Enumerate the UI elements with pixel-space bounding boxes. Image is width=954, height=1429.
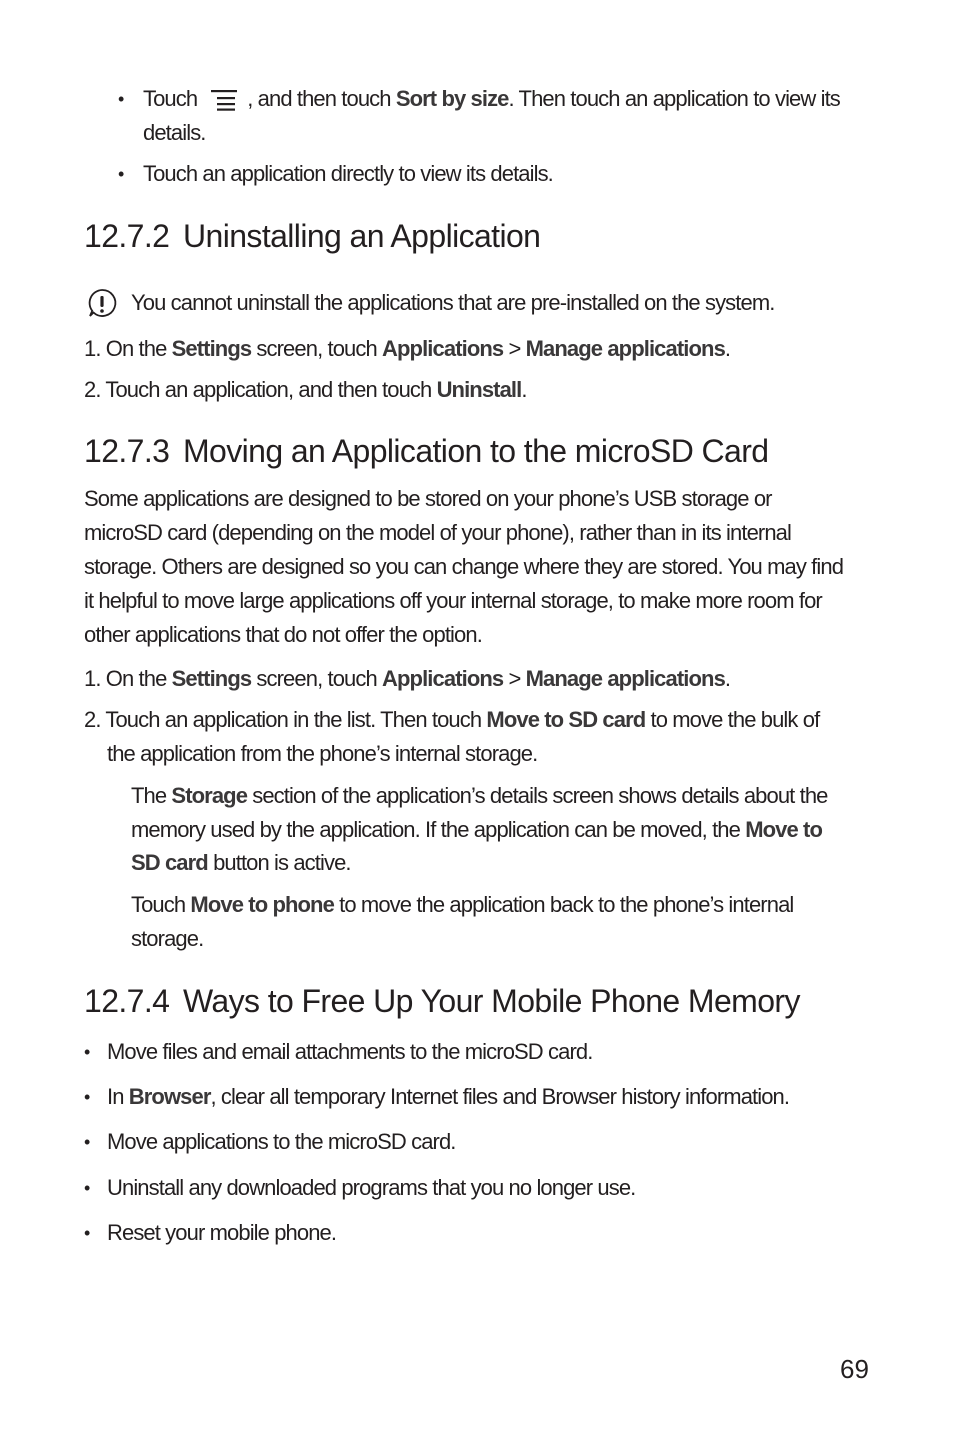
memory-tip-4: Uninstall any downloaded programs that you no longer use. (107, 1175, 636, 1200)
move-intro-paragraph: Some applications are designed to be stored on your phone’s USB storage or microSD card (depending on the model of your phone), rather than in its internal storage. Others are designed so you can change where they are stored. You may find it helpful to move large applications off your internal storage, to make more room for other applications that do not offer the option. (84, 486, 844, 647)
bullet-dot: • (84, 1178, 91, 1198)
move-step-2-cont: the application from the phone’s internal storage. (107, 741, 538, 766)
section-title: Uninstalling an Application (183, 218, 541, 254)
section-title: Ways to Free Up Your Mobile Phone Memory (183, 983, 800, 1019)
bullet-touch-application: Touch an application directly to view its details. (143, 161, 553, 186)
section-number: 12.7.4 (84, 983, 170, 1019)
uninstall-step-2: 2. Touch an application, and then touch Uninstall. (84, 377, 527, 402)
note-text: You cannot uninstall the applications that are pre-installed on the system. (131, 290, 775, 315)
bullet-dot: • (118, 164, 125, 184)
bullet-dot: • (84, 1087, 91, 1107)
bullet-dot: • (84, 1132, 91, 1152)
uninstall-step-1: 1. On the Settings screen, touch Applications > Manage applications. (84, 336, 731, 361)
section-title: Moving an Application to the microSD Card (183, 433, 769, 469)
section-heading-uninstall (84, 216, 540, 256)
storage-detail-line-3: SD card button is active. (131, 850, 351, 875)
bullet-dot: • (118, 89, 125, 109)
memory-tip-3: Move applications to the microSD card. (107, 1129, 456, 1154)
storage-detail-line-2: memory used by the application. If the application can be moved, the Move to (131, 817, 822, 842)
bullet-sort-by-size-cont: details. (143, 120, 206, 145)
section-heading-free-memory (84, 981, 800, 1021)
section-heading-move-to-sd (84, 431, 768, 471)
move-step-1: 1. On the Settings screen, touch Applications > Manage applications. (84, 666, 731, 691)
move-to-phone-line-2: storage. (131, 926, 204, 951)
page-number: 69 (840, 1354, 869, 1384)
move-step-2: 2. Touch an application in the list. Then touch Move to SD card to move the bulk of (84, 707, 820, 732)
menu-icon (209, 87, 239, 111)
memory-tip-2: In Browser, clear all temporary Internet files and Browser history information. (107, 1084, 790, 1109)
exclamation-circle-icon (86, 287, 118, 319)
bullet-sort-by-size: Touch , and then touch Sort by size. Then touch an application to view its (143, 86, 840, 111)
section-number: 12.7.3 (84, 433, 170, 469)
section-number: 12.7.2 (84, 218, 170, 254)
memory-tip-5: Reset your mobile phone. (107, 1220, 337, 1245)
bullet-dot: • (84, 1223, 91, 1243)
storage-detail-line-1: The Storage section of the application’s details screen shows details about the (131, 783, 828, 808)
move-to-phone-line-1: Touch Move to phone to move the application back to the phone’s internal (131, 892, 794, 917)
memory-tip-1: Move files and email attachments to the microSD card. (107, 1039, 593, 1064)
bullet-dot: • (84, 1042, 91, 1062)
